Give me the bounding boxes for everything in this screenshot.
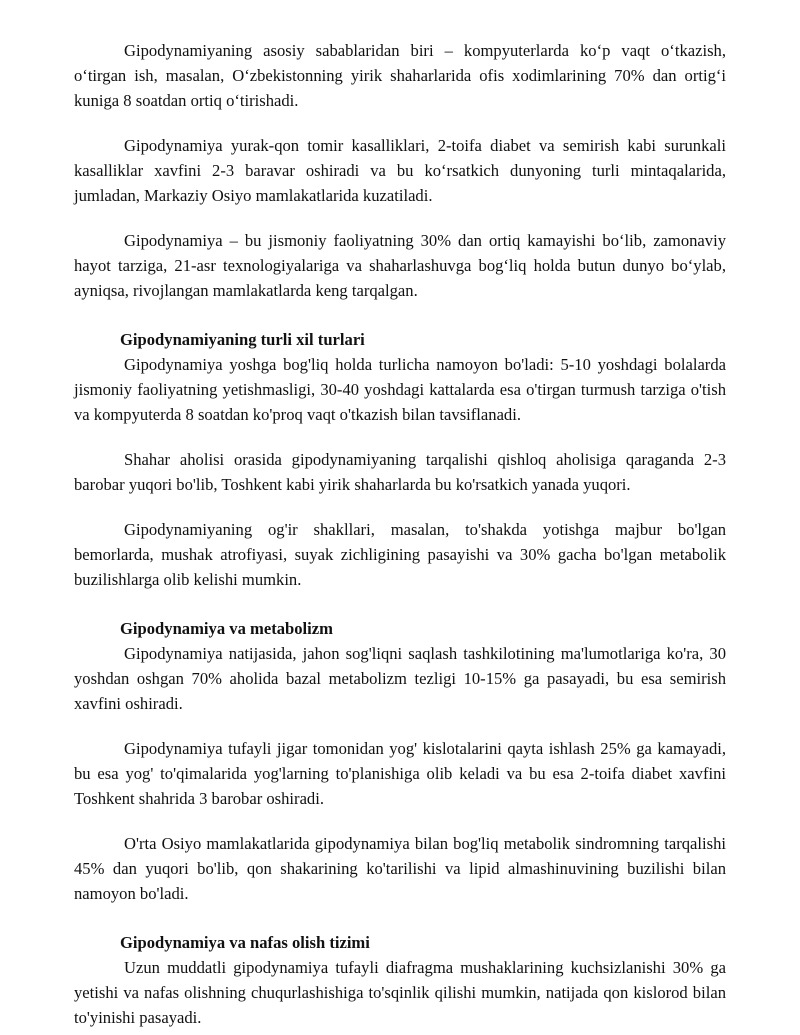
paragraph: Shahar aholisi orasida gipodynamiyaning tarqalishi qishloq aholisiga qaraganda 2-3 barobar yuqori bo'lib, Toshkent kabi yirik shaharlarda bu ko'rsatkich yanada yuqori. [74,450,726,494]
section-heading: Gipodynamiya va nafas olish tizimi [120,933,370,952]
paragraph: Gipodynamiya natijasida, jahon sog'liqni saqlash tashkilotining ma'lumotlariga ko'ra, 30 yoshdan oshgan 70% aholida bazal metabolizm tezligi 10-15% ga pasayadi, bu esa semirish xavfini oshiradi. [74,644,726,713]
paragraph: Gipodynamiyaning asosiy sabablaridan biri – kompyuterlarda ko‘p vaqt o‘tkazish, o‘tirgan ish, masalan, O‘zbekistonning yirik shaharlarida ofis xodimlarining 70% dan ortig‘i kuniga 8 soatdan ortiq o‘tirishadi. [74,41,726,110]
paragraph: Gipodynamiya yurak-qon tomir kasalliklari, 2-toifa diabet va semirish kabi surunkali kasalliklar xavfini 2-3 baravar oshiradi va bu ko‘rsatkich dunyoning turli mintaqalarida, jumladan, Markaziy Osiyo mamlakatlarida kuzatiladi. [74,136,726,205]
paragraph: O'rta Osiyo mamlakatlarida gipodynamiya bilan bog'liq metabolik sindromning tarqalishi 45% dan yuqori bo'lib, qon shakarining ko'tarilishi va lipid almashinuvining buzilishi bilan namoyon bo'ladi. [74,834,726,903]
paragraph: Gipodynamiya – bu jismoniy faoliyatning 30% dan ortiq kamayishi bo‘lib, zamonaviy hayot tarziga, 21-asr texnologiyalariga va shaharlashuvga bog‘liq holda butun dunyo bo‘ylab, ayniqsa, rivojlangan mamlakatlarda keng tarqalgan. [74,231,726,300]
paragraph: Gipodynamiyaning og'ir shakllari, masalan, to'shakda yotishga majbur bo'lgan bemorlarda, mushak atrofiyasi, suyak zichligining pasayishi va 30% gacha bo'lgan metabolik buzilishlarga olib kelishi mumkin. [74,520,726,589]
paragraph: Uzun muddatli gipodynamiya tufayli diafragma mushaklarining kuchsizlanishi 30% ga yetishi va nafas olishning chuqurlashishiga to'sqinlik qilishi mumkin, natijada qon kislorod bilan to'yinishi pasayadi. [74,958,726,1027]
document-page [74,38,726,1030]
section-heading: Gipodynamiya va metabolizm [120,619,333,638]
section-heading: Gipodynamiyaning turli xil turlari [120,330,365,349]
paragraph: Gipodynamiya yoshga bog'liq holda turlicha namoyon bo'ladi: 5-10 yoshdagi bolalarda jismoniy faoliyatning yetishmasligi, 30-40 yoshdagi kattalarda esa o'tirgan turmush tarziga o'tish va kompyuterda 8 soatdan ko'proq vaqt o'tkazish bilan tavsiflanadi. [74,355,726,424]
paragraph: Gipodynamiya tufayli jigar tomonidan yog' kislotalarini qayta ishlash 25% ga kamayadi, bu esa yog' to'qimalarida yog'larning to'planishiga olib keladi va bu esa 2-toifa diabet xavfini Toshkent shahrida 3 barobar oshiradi. [74,739,726,808]
